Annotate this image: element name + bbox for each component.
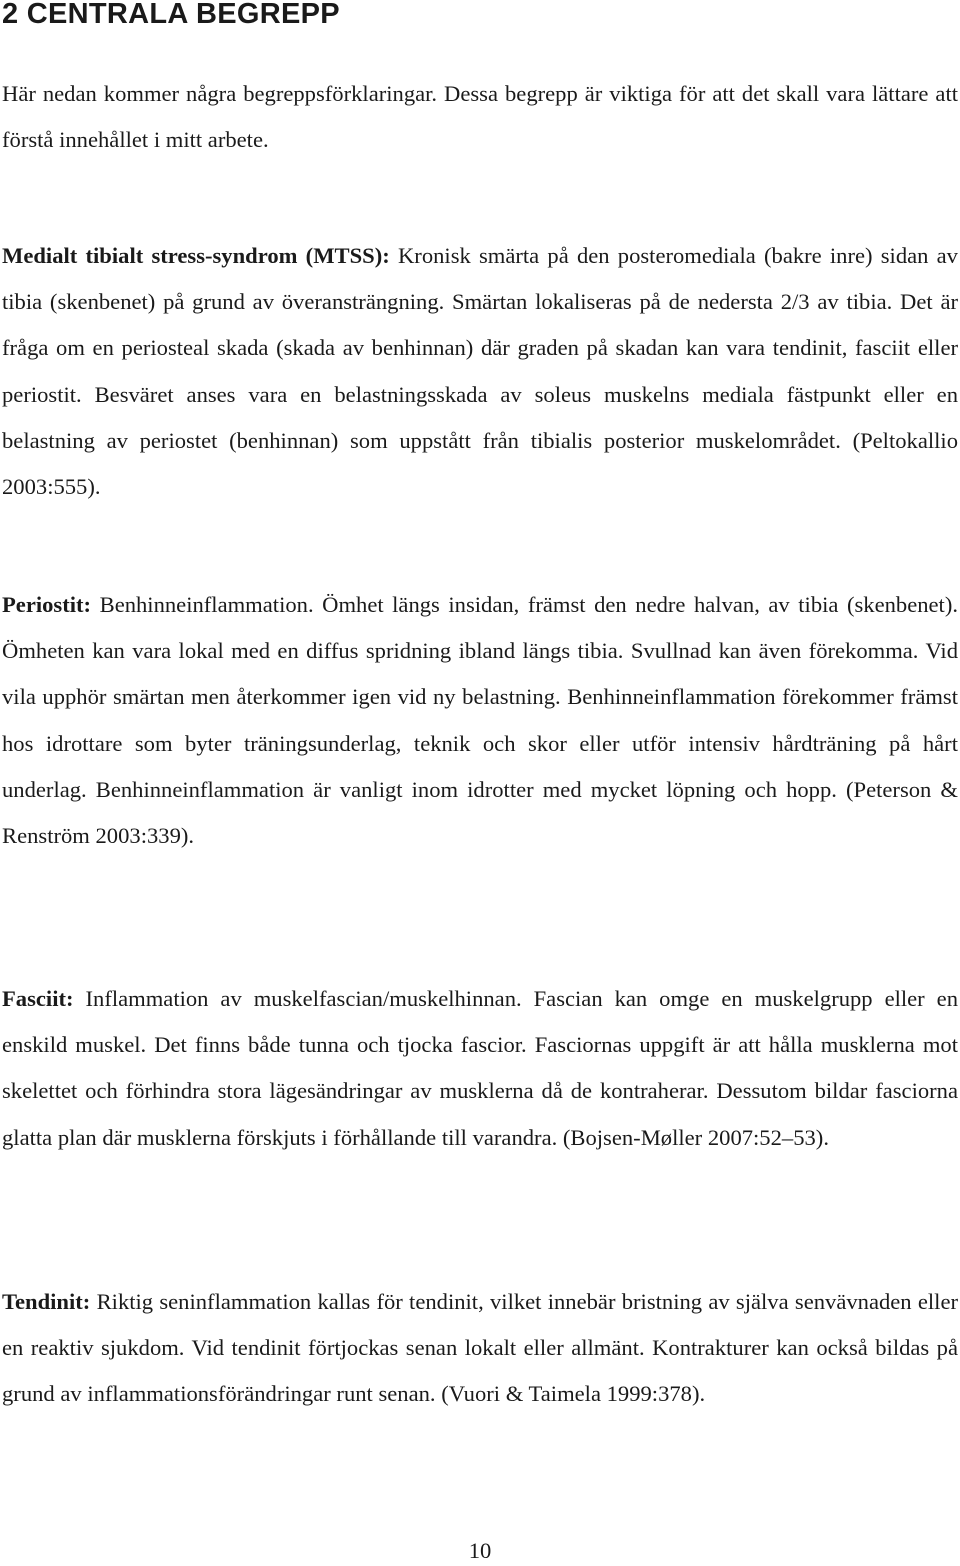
definition-term: Medialt tibialt stress-syndrom (MTSS):: [2, 243, 390, 268]
definition-periostit: [2, 582, 958, 859]
definition-term: Tendinit:: [2, 1289, 91, 1314]
definition-term: Periostit:: [2, 592, 92, 617]
intro-paragraph: Här nedan kommer några begreppsförklaringar. Dessa begrepp är viktiga för att det skall vara lättare att förstå innehållet i mitt arbete.: [2, 81, 958, 152]
definition-mtss: [2, 233, 958, 510]
definition-term: Fasciit:: [2, 986, 74, 1011]
definition-tendinit: [2, 1279, 958, 1418]
definition-text: Kronisk smärta på den posteromediala (bakre inre) sidan av tibia (skenbenet) på grund av överansträngning. Smärtan lokaliseras på de nedersta 2/3 av tibia. Det är fråga om en periosteal skada (skada av benhinnan) där graden på skadan kan vara tendinit, fasciit eller periostit. Besväret anses vara en belastningsskada av soleus muskelns mediala fästpunkt eller en belastning av periostet (benhinnan) som uppstått från tibialis posterior muskelområdet. (Peltokallio 2003:555).: [2, 243, 958, 500]
section-heading: 2 CENTRALA BEGREPP: [2, 0, 340, 30]
definition-text: Benhinneinflammation. Ömhet längs insidan, främst den nedre halvan, av tibia (skenbenet). Ömheten kan vara lokal med en diffus spridning ibland längs tibia. Svullnad kan även förekomma. Vid vila upphör smärtan men återkommer igen vid ny belastning. Benhinneinflammation förekommer främst hos idrottare som byter träningsunderlag, teknik och skor eller utför intensiv hårdträning på hårt underlag. Benhinneinflammation är vanligt inom idrotter med mycket löpning och hopp. (Peterson & Renström 2003:339).: [2, 592, 958, 849]
page-number: 10: [468, 1538, 492, 1563]
definition-fasciit: [2, 976, 958, 1161]
definition-text: Riktig seninflammation kallas för tendinit, vilket innebär bristning av själva senvävnaden eller en reaktiv sjukdom. Vid tendinit förtjockas senan lokalt eller allmänt. Kontrakturer kan också bildas på grund av inflammationsförändringar runt senan. (Vuori & Taimela 1999:378).: [2, 1289, 958, 1407]
definition-text: Inflammation av muskelfascian/muskelhinnan. Fascian kan omge en muskelgrupp eller en enskild muskel. Det finns både tunna och tjocka fascior. Fasciornas uppgift är att hålla musklerna mot skelettet och förhindra stora lägesändringar av musklerna då de kontraherar. Dessutom bildar fasciorna glatta plan där musklerna förskjuts i förhållande till varandra. (Bojsen-Møller 2007:52–53).: [2, 986, 958, 1150]
